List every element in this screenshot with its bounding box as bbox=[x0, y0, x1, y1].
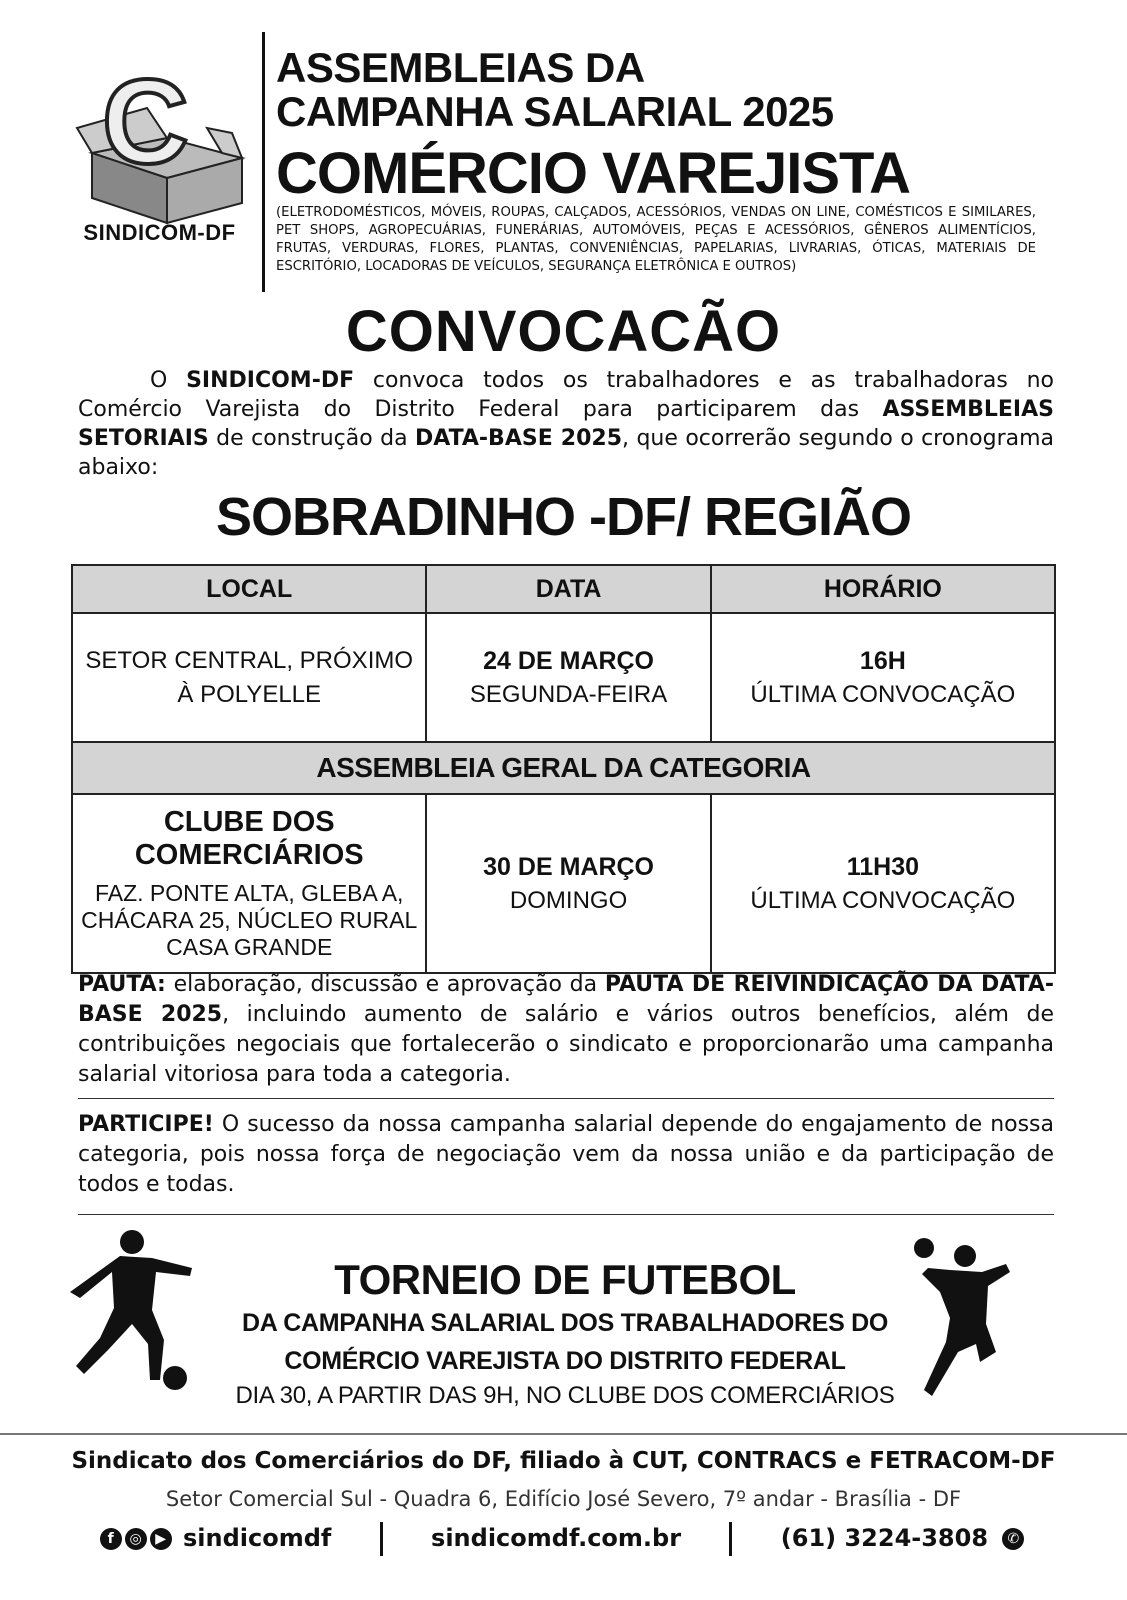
footer-divider bbox=[0, 1433, 1127, 1435]
table-row bbox=[72, 613, 1055, 742]
schedule-table bbox=[71, 564, 1056, 974]
weekday-value: DOMINGO bbox=[509, 886, 628, 914]
footer-address: Setor Comercial Sul - Quadra 6, Edifício José Severo, 7º andar - Brasília - DF bbox=[165, 1487, 962, 1511]
pauta-bold: PAUTA DE REIVINDICAÇÃO DA DATA-BASE 2025 bbox=[78, 972, 1054, 1027]
assembleia-geral-title: ASSEMBLEIA GERAL DA CATEGORIA bbox=[72, 742, 1055, 794]
pauta-text: , incluindo aumento de salário e vários outros benefícios, além de contribuições negociais que fortalecerão o sindicato e proporcionarão uma campanha salarial vitoriosa para toda a categoria. bbox=[78, 1002, 1054, 1087]
torneio-subtitle bbox=[180, 1304, 950, 1380]
divider bbox=[78, 1214, 1054, 1215]
intro-bold: ASSEMBLEIAS SETORIAIS bbox=[78, 397, 1054, 451]
separator bbox=[380, 1522, 383, 1556]
table-section-row bbox=[72, 742, 1055, 794]
torneio-info: DIA 30, A PARTIR DAS 9H, NO CLUBE DOS COMERCIÁRIOS bbox=[235, 1382, 895, 1409]
time-value: 11H30 bbox=[846, 852, 920, 881]
website-link[interactable]: sindicomdf.com.br bbox=[431, 1524, 682, 1552]
intro-text: O bbox=[150, 368, 187, 393]
title-line-1: ASSEMBLEIAS DA bbox=[276, 44, 645, 91]
logo-name: SINDICOM-DF bbox=[83, 220, 236, 245]
local-address: CHÁCARA 25, NÚCLEO RURAL bbox=[81, 907, 418, 933]
phone-number[interactable]: (61) 3224-3808 bbox=[780, 1524, 989, 1552]
intro-bold: SINDICOM-DF bbox=[186, 368, 355, 393]
sector-title: COMÉRCIO VAREJISTA bbox=[276, 141, 911, 206]
footer-contacts bbox=[0, 1522, 1127, 1556]
participe-label: PARTICIPE! bbox=[78, 1112, 214, 1137]
footer-affiliation: Sindicato dos Comerciários do DF, filiado à CUT, CONTRACS e FETRACOM-DF bbox=[71, 1448, 1056, 1474]
torneio-subtitle-line: DA CAMPANHA SALARIAL DOS TRABALHADORES DO bbox=[241, 1309, 889, 1337]
cell-horario bbox=[711, 794, 1055, 973]
call-value: ÚLTIMA CONVOCAÇÃO bbox=[750, 886, 1016, 914]
local-name: CLUBE DOS bbox=[163, 806, 335, 838]
local-address: FAZ. PONTE ALTA, GLEBA A, bbox=[94, 880, 404, 906]
column-header-local: LOCAL bbox=[72, 565, 426, 613]
participe-text: O sucesso da nossa campanha salarial depende do engajamento de nossa categoria, pois nossa força de negociação vem da nossa união e da participação de todos e todas. bbox=[78, 1112, 1054, 1197]
call-value: ÚLTIMA CONVOCAÇÃO bbox=[750, 680, 1016, 708]
cell-local bbox=[72, 794, 426, 973]
social-handle[interactable]: sindicomdf bbox=[182, 1524, 332, 1552]
page-title bbox=[276, 46, 1096, 134]
local-line: À POLYELLE bbox=[177, 680, 322, 708]
title-line-2: CAMPANHA SALARIAL 2025 bbox=[276, 88, 834, 135]
pauta-text: elaboração, discussão e aprovação da bbox=[165, 972, 605, 997]
header-divider bbox=[262, 32, 265, 292]
intro-bold: DATA-BASE 2025 bbox=[415, 426, 623, 451]
intro-paragraph bbox=[78, 366, 1054, 482]
participe-paragraph bbox=[78, 1110, 1054, 1200]
intro-text: de construção da bbox=[208, 426, 416, 451]
intro-text: , que ocorrerão segundo o cronograma abaixo: bbox=[78, 426, 1055, 480]
youtube-icon[interactable]: ▶ bbox=[150, 1528, 172, 1550]
soccer-player-left-icon bbox=[60, 1228, 200, 1402]
divider bbox=[78, 1098, 1054, 1099]
cell-data bbox=[426, 794, 710, 973]
table-header-row bbox=[72, 565, 1055, 613]
column-header-data: DATA bbox=[426, 565, 710, 613]
local-name: COMERCIÁRIOS bbox=[134, 839, 364, 871]
column-header-horario: HORÁRIO bbox=[711, 565, 1055, 613]
convocacao-heading: CONVOCACÃO bbox=[345, 299, 782, 364]
torneio-title: TORNEIO DE FUTEBOL bbox=[334, 1256, 796, 1303]
instagram-icon[interactable]: ◎ bbox=[125, 1528, 147, 1550]
date-value: 24 DE MARÇO bbox=[483, 646, 655, 675]
whatsapp-icon[interactable]: ✆ bbox=[1002, 1528, 1024, 1550]
sector-list: (ELETRODOMÉSTICOS, MÓVEIS, ROUPAS, CALÇADOS, ACESSÓRIOS, VENDAS ON LINE, COMÉSTICOS E SIMILARES, PET SHOPS, AGROPECUÁRIAS, FUNERÁRIAS, AUTOMÓVEIS, PEÇAS E ACESSÓRIOS, GÊNEROS ALIMENTÍCIOS, FRUTAS, VERDURAS, FLORES, PLANTAS, CONVENIÊNCIAS, PAPELARIAS, LIVRARIAS, ÓTICAS, MATERIAIS DE ESCRITÓRIO, LOCADORAS DE VEÍCULOS, SEGURANÇA ELETRÔNICA E OUTROS) bbox=[276, 205, 1036, 274]
weekday-value: SEGUNDA-FEIRA bbox=[469, 680, 668, 708]
separator bbox=[729, 1522, 732, 1556]
torneio-subtitle-line: COMÉRCIO VAREJISTA DO DISTRITO FEDERAL bbox=[284, 1347, 846, 1375]
cell-local bbox=[72, 613, 426, 742]
facebook-icon[interactable]: f bbox=[100, 1528, 122, 1550]
local-line: SETOR CENTRAL, PRÓXIMO bbox=[85, 646, 414, 674]
pauta-label: PAUTA: bbox=[78, 972, 166, 997]
local-address: CASA GRANDE bbox=[166, 934, 333, 960]
cell-data bbox=[426, 613, 710, 742]
table-row bbox=[72, 794, 1055, 973]
date-value: 30 DE MARÇO bbox=[483, 852, 655, 881]
logo-letter: C bbox=[102, 58, 189, 189]
intro-text: convoca todos os trabalhadores e as trabalhadoras no Comércio Varejista do Distrito Federal para participarem das bbox=[78, 368, 1055, 422]
time-value: 16H bbox=[859, 646, 906, 675]
pauta-paragraph bbox=[78, 970, 1054, 1090]
cell-horario bbox=[711, 613, 1055, 742]
region-heading: SOBRADINHO -DF/ REGIÃO bbox=[215, 487, 911, 547]
